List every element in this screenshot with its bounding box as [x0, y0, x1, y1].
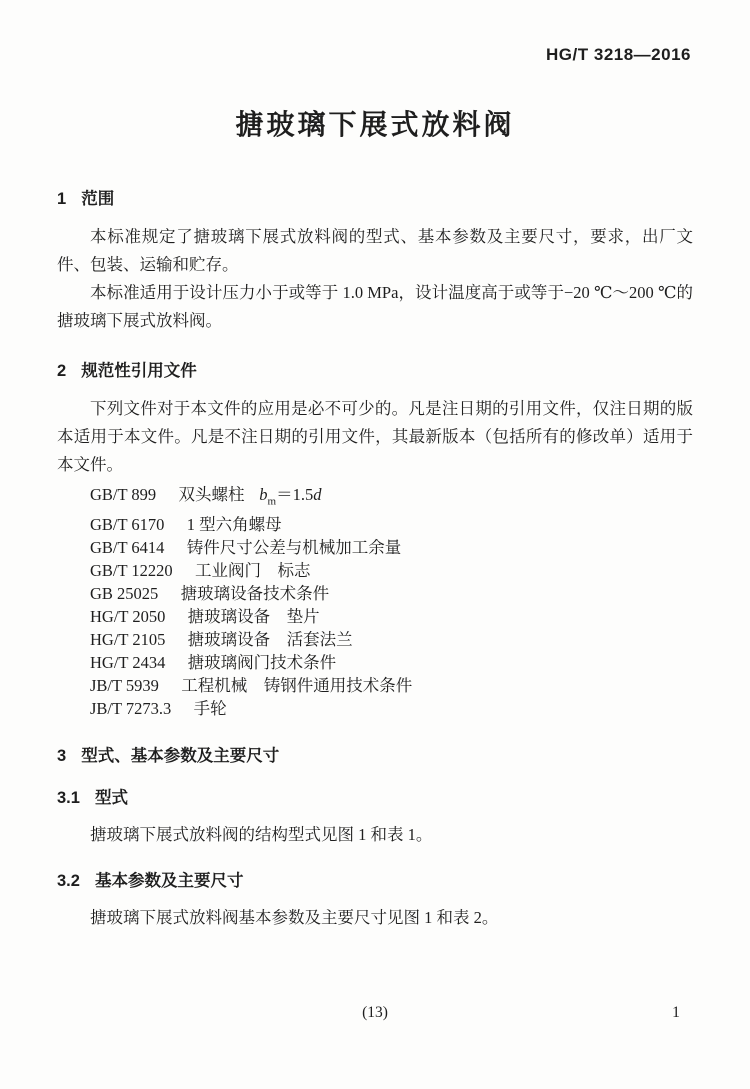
reference-title: 1 型六角螺母: [186, 515, 282, 535]
reference-code: GB 25025: [90, 584, 159, 604]
reference-code: GB/T 12220: [90, 561, 173, 581]
reference-title: 双头螺柱: [178, 485, 245, 504]
reference-title: 搪玻璃设备 垫片: [187, 607, 320, 627]
section-3-1-number: 3.1: [57, 789, 80, 808]
reference-title: 工程机械 铸钢件通用技术条件: [181, 676, 413, 696]
reference-item: [90, 674, 693, 697]
reference-title: 手轮: [193, 699, 227, 719]
formula-subscript-m: m: [267, 495, 277, 508]
reference-title: 搪玻璃设备 活套法兰: [187, 630, 353, 650]
reference-title: 工业阀门 标志: [194, 561, 311, 581]
reference-item: [90, 483, 693, 513]
reference-code: GB/T 6170: [90, 515, 165, 535]
reference-title: 搪玻璃阀门技术条件: [187, 653, 337, 673]
section-1-heading: [57, 189, 693, 209]
reference-item: [90, 605, 693, 628]
section-2-number: 2: [57, 362, 67, 380]
reference-code: HG/T 2050: [90, 607, 166, 627]
section-1-title: 范围: [81, 190, 115, 208]
bolt-length-formula: [259, 485, 322, 508]
footer-folio: (13): [362, 1004, 388, 1021]
footer-page-number: 1: [672, 1004, 680, 1021]
standard-number-header: HG/T 3218—2016: [546, 45, 691, 64]
reference-item: [90, 582, 693, 605]
reference-item: [90, 697, 693, 720]
reference-code: HG/T 2434: [90, 653, 166, 673]
section-2-heading: [57, 361, 693, 381]
reference-item: [90, 651, 693, 674]
reference-title: 搪玻璃设备技术条件: [180, 584, 330, 604]
page-footer: [0, 1004, 750, 1028]
section-1-paragraph-1: 本标准规定了搪玻璃下展式放料阀的型式、基本参数及主要尺寸，要求，出厂文件、包装、运输和贮存。: [57, 227, 693, 274]
section-3-number: 3: [57, 747, 67, 766]
formula-equals-value: ＝1.5: [276, 485, 314, 504]
section-3-2-title: 基本参数及主要尺寸: [94, 872, 244, 891]
section-3-1-title: 型式: [94, 789, 128, 808]
formula-variable-d: d: [313, 485, 322, 504]
section-1-number: 1: [57, 190, 67, 208]
section-1-paragraph-2: 本标准适用于设计压力小于或等于 1.0 MPa，设计温度高于或等于−20 ℃～200 ℃的搪玻璃下展式放料阀。: [57, 283, 693, 330]
section-3-2-number: 3.2: [57, 872, 80, 891]
reference-code: GB/T 899: [90, 485, 157, 504]
section-3-1-paragraph: 搪玻璃下展式放料阀的结构型式见图 1 和表 1。: [90, 825, 433, 845]
section-2-paragraph-1: 下列文件对于本文件的应用是必不可少的。凡是注日期的引用文件，仅注日期的版本适用于本文件。凡是不注日期的引用文件，其最新版本（包括所有的修改单）适用于本文件。: [57, 399, 693, 474]
reference-code: HG/T 2105: [90, 630, 166, 650]
section-3-2-heading: [57, 871, 693, 891]
reference-title: 铸件尺寸公差与机械加工余量: [186, 538, 402, 558]
reference-code: GB/T 6414: [90, 538, 165, 558]
formula-variable-b: b: [259, 485, 268, 504]
section-3-2-paragraph: 搪玻璃下展式放料阀基本参数及主要尺寸见图 1 和表 2。: [90, 908, 499, 928]
document-title: 搪玻璃下展式放料阀: [235, 109, 515, 140]
normative-references-list: [57, 483, 693, 720]
section-2-title: 规范性引用文件: [81, 362, 197, 380]
reference-item: [90, 559, 693, 582]
section-3-title: 型式、基本参数及主要尺寸: [81, 747, 280, 766]
reference-code: JB/T 7273.3: [90, 699, 172, 719]
reference-item: [90, 513, 693, 536]
reference-code: JB/T 5939: [90, 676, 159, 696]
section-3-1-heading: [57, 788, 693, 808]
reference-item: [90, 536, 693, 559]
section-3-heading: [57, 746, 693, 766]
reference-item: [90, 628, 693, 651]
